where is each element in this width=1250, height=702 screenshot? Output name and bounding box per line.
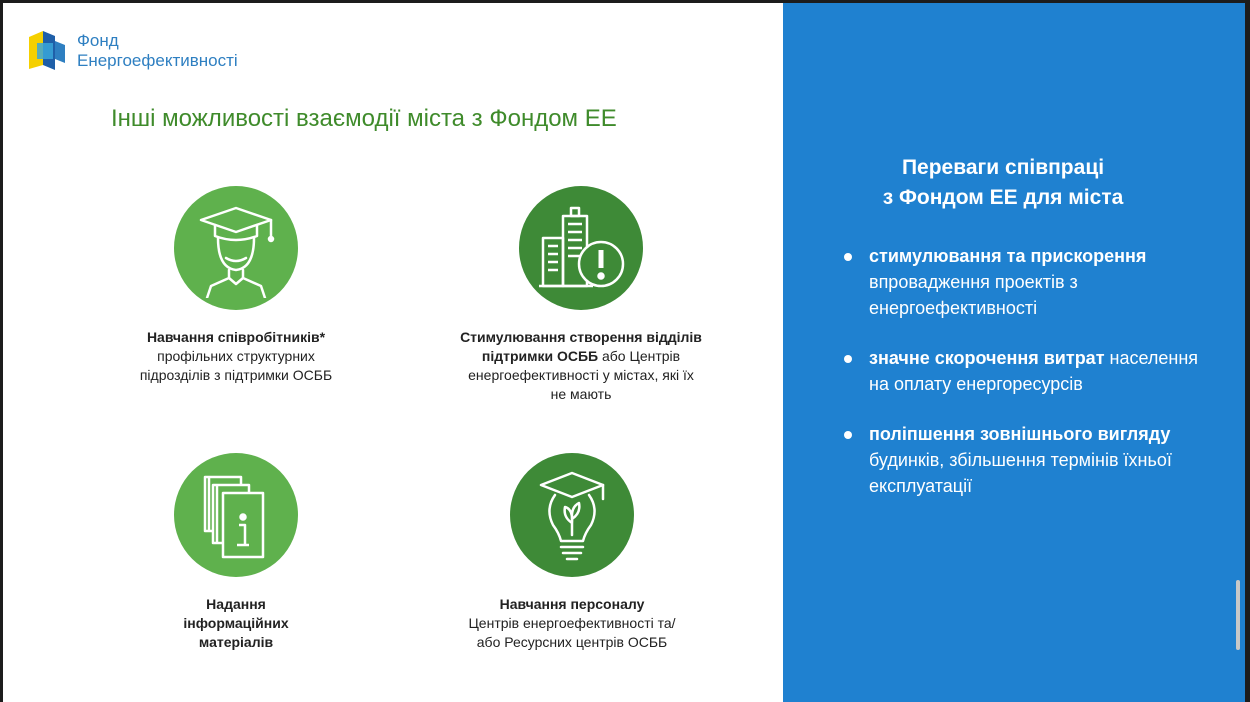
- bullet-2-bold: значне скорочення витрат: [869, 348, 1105, 368]
- list-item: [841, 421, 1211, 499]
- slide: [3, 3, 1245, 702]
- page-title: Інші можливості взаємодії міста з Фондом ЕЕ: [111, 105, 617, 132]
- list-item: [841, 243, 1211, 321]
- logo-line2: Енергоефективності: [77, 51, 238, 70]
- benefits-list: [841, 243, 1211, 523]
- info-books-icon: [174, 453, 298, 577]
- card-3-bold: Надання інформаційних матеріалів: [183, 596, 289, 650]
- benefits-panel: [783, 3, 1245, 702]
- logo-line1: Фонд: [77, 31, 119, 50]
- card-stimulate-departments: [436, 186, 726, 404]
- bullet-3-bold: поліпшення зовнішнього вигляду: [869, 424, 1171, 444]
- card-2-connector: або: [602, 348, 626, 364]
- card-1-text: профільних структурних підрозділів з підтримки ОСББ: [139, 348, 333, 383]
- lightbulb-graduation-icon: [510, 453, 634, 577]
- panel-title-line1: Переваги співпраці: [901, 156, 1105, 179]
- scrollbar[interactable]: [1236, 580, 1240, 650]
- logo: [27, 29, 238, 73]
- panel-title: [783, 153, 1223, 213]
- card-2-lines: [459, 328, 704, 404]
- card-info-materials: [91, 453, 381, 652]
- bullet-2-text: населення на оплату енергоресурсів: [869, 348, 1199, 394]
- card-2-text: Центрів енергоефективності у містах, які їх не мають: [468, 348, 694, 402]
- logo-mark-icon: [27, 29, 67, 73]
- card-1-bold: Навчання співробітників*: [146, 329, 326, 345]
- card-training-staff: [91, 186, 381, 385]
- card-4-text: Центрів енергоефективності та/або Ресурсних центрів ОСББ: [468, 615, 676, 650]
- building-alert-icon: [519, 186, 643, 310]
- card-2-bold: Стимулювання створення відділів підтримки ОСББ: [460, 329, 702, 364]
- bullet-3-text: будинків, збільшення термінів їхньої експлуатації: [869, 450, 1172, 496]
- list-item: [841, 345, 1211, 397]
- bullet-1-bold: стимулювання та прискорення: [869, 246, 1147, 266]
- panel-title-line2: з Фондом ЕЕ для міста: [882, 186, 1124, 209]
- bullet-1-text: впровадження проектів з енергоефективності: [869, 272, 1078, 318]
- graduate-icon: [174, 186, 298, 310]
- card-4-bold: Навчання персоналу: [499, 596, 645, 612]
- card-training-personnel: [427, 453, 717, 652]
